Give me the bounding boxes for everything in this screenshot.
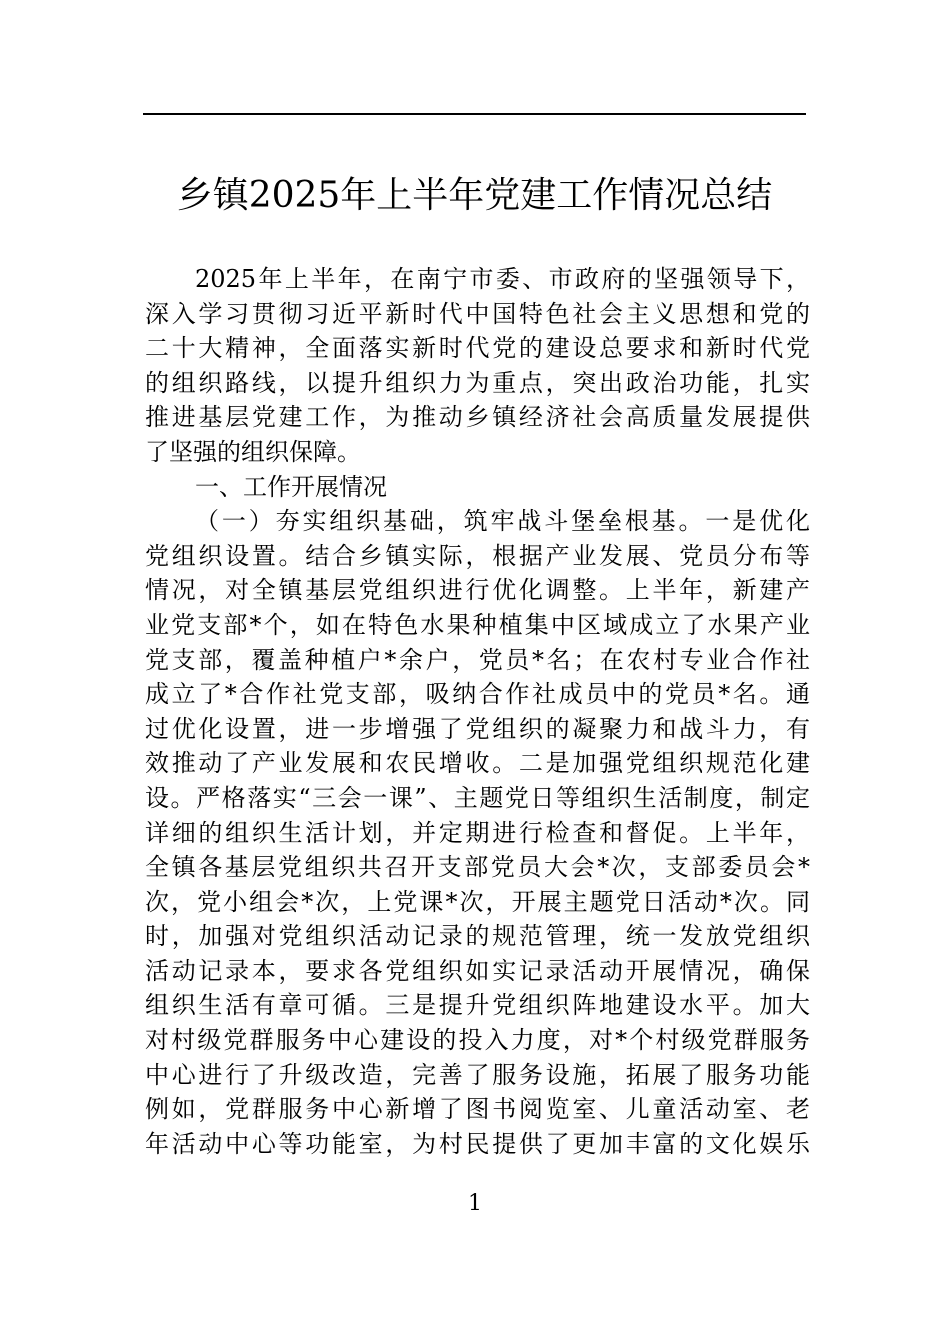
paragraph-line: 例如，党群服务中心新增了图书阅览室、儿童活动室、老 (145, 1095, 810, 1124)
paragraph-line: 过优化设置，进一步增强了党组织的凝聚力和战斗力，有 (145, 714, 810, 743)
paragraph-line: 情况，对全镇基层党组织进行优化调整。上半年，新建产 (145, 576, 810, 605)
document-title: 乡镇2025年上半年党建工作情况总结 (176, 175, 773, 216)
paragraph-line: 对村级党群服务中心建设的投入力度，对*个村级党群服务 (145, 1026, 810, 1055)
section-heading: 一、工作开展情况 (195, 472, 387, 501)
paragraph-line: 二十大精神，全面落实新时代党的建设总要求和新时代党 (145, 334, 810, 363)
paragraph-line: 了坚强的组织保障。 (145, 437, 361, 466)
paragraph-line: 2025年上半年，在南宁市委、市政府的坚强领导下， (195, 265, 810, 293)
paragraph-line: 党支部，覆盖种植户*余户，党员*名；在农村专业合作社 (145, 645, 810, 674)
paragraph-line: 中心进行了升级改造，完善了服务设施，拓展了服务功能 (145, 1060, 810, 1089)
paragraph-line: 活动记录本，要求各党组织如实记录活动开展情况，确保 (145, 956, 810, 985)
document-body (145, 262, 810, 1161)
paragraph-line: 组织生活有章可循。三是提升党组织阵地建设水平。加大 (145, 991, 810, 1020)
paragraph-line: 时，加强对党组织活动记录的规范管理，统一发放党组织 (145, 922, 810, 951)
paragraph-line: 深入学习贯彻习近平新时代中国特色社会主义思想和党的 (145, 299, 810, 328)
page-number: 1 (468, 1191, 482, 1216)
paragraph-line: 年活动中心等功能室，为村民提供了更加丰富的文化娱乐 (145, 1129, 810, 1158)
paragraph-line: 推进基层党建工作，为推动乡镇经济社会高质量发展提供 (145, 403, 810, 432)
paragraph-line: 党组织设置。结合乡镇实际，根据产业发展、党员分布等 (145, 541, 810, 570)
subsection-heading-line: （一）夯实组织基础，筑牢战斗堡垒根基。一是优化 (195, 507, 810, 536)
paragraph-line: 全镇各基层党组织共召开支部党员大会*次，支部委员会* (145, 853, 810, 882)
header-rule (143, 113, 806, 115)
paragraph-line: 成立了*合作社党支部，吸纳合作社成员中的党员*名。通 (145, 680, 810, 709)
paragraph-line: 次，党小组会*次，上党课*次，开展主题党日活动*次。同 (145, 887, 810, 916)
paragraph-line: 详细的组织生活计划，并定期进行检查和督促。上半年， (145, 818, 810, 847)
paragraph-line: 的组织路线，以提升组织力为重点，突出政治功能，扎实 (145, 368, 810, 397)
paragraph-line: 业党支部*个，如在特色水果种植集中区域成立了水果产业 (145, 610, 810, 639)
paragraph-line: 效推动了产业发展和农民增收。二是加强党组织规范化建 (145, 749, 810, 778)
paragraph-line: 设。严格落实“三会一课”、主题党日等组织生活制度，制定 (145, 783, 810, 812)
